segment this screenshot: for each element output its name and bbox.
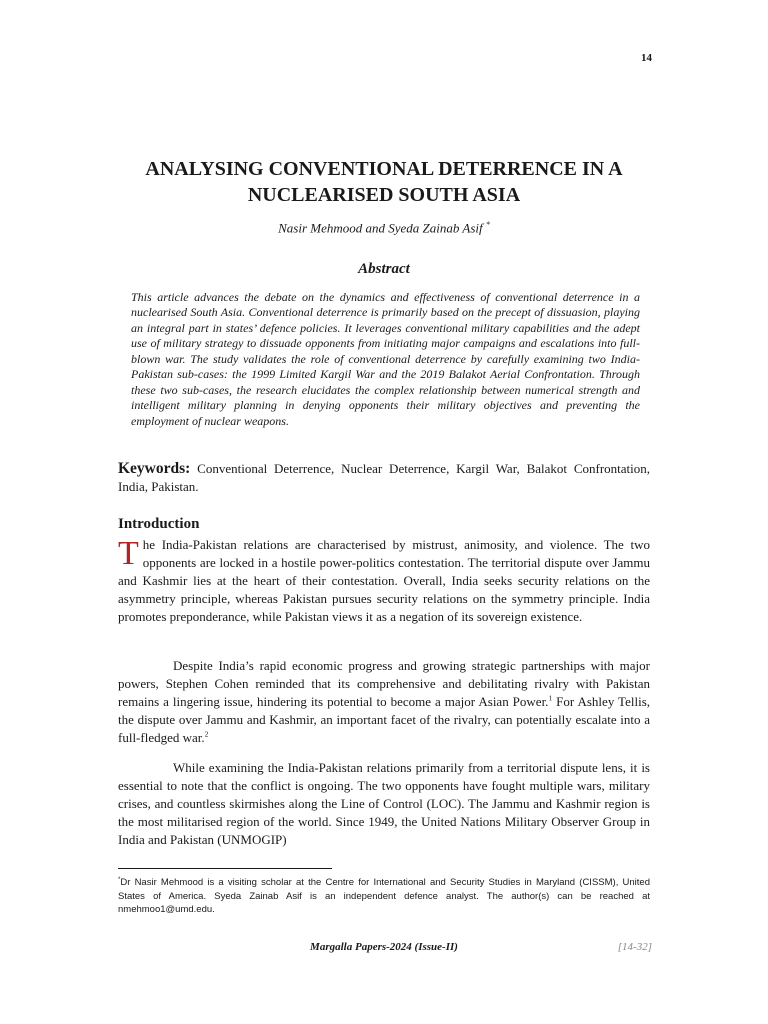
drop-cap: T xyxy=(118,535,139,572)
keywords-label: Keywords: xyxy=(118,460,191,477)
intro-paragraph-2-text-b: For Ashley Tellis, the dispute over Jammu and Kashmir, an important facet of the rivalry, can potentially escalate into a full-fledged war. xyxy=(118,694,651,745)
keywords xyxy=(118,460,650,496)
author-note-mark: * xyxy=(485,220,490,229)
intro-paragraph-2-text-a: Despite India’s rapid economic progress and growing strategic partnerships with major powers, Stephen Cohen reminded that its comprehensive and debilitating rivalry with Pakistan remains a lingering issue, hindering its potential to become a major Asian Power. xyxy=(118,658,650,709)
page-number: 14 xyxy=(641,52,652,64)
intro-paragraph-3: While examining the India-Pakistan relations primarily from a territorial dispute lens, it is essential to note that the conflict is ongoing. The two opponents have fought multiple wars, military crises, and countless skirmishes along the Line of Control (LOC). The Jammu and Kashmir region is the most militarised region of the world. Since 1949, the United Nations Military Observer Group in India and Pakistan (UNMOGIP) xyxy=(118,760,650,847)
article-title: ANALYSING CONVENTIONAL DETERRENCE IN A NUCLEARISED SOUTH ASIA xyxy=(145,158,623,206)
intro-paragraph-2 xyxy=(118,657,650,747)
author-names: Nasir Mehmood and Syeda Zainab Asif xyxy=(278,220,483,236)
footnote-mark: * xyxy=(118,877,121,883)
abstract-heading: Abstract xyxy=(358,261,410,277)
author-footnote xyxy=(118,874,650,917)
author-line xyxy=(118,220,650,236)
intro-paragraph-1-text: he India-Pakistan relations are characterised by mistrust, animosity, and violence. The two opponents are locked in a hostile power-politics contestation. The territorial dispute over Jammu and Kashmir lies at the heart of their contestation. Overall, India seeks security relations on the asymmetry principle, whereas Pakistan pursues security relations on the symmetry principle. India promotes preponderance, while Pakistan views it as a negation of its sovereign existence. xyxy=(118,537,650,624)
introduction-heading: Introduction xyxy=(118,516,200,532)
footnote-divider xyxy=(118,868,332,869)
footnote-text: Dr Nasir Mehmood is a visiting scholar at the Centre for International and Security Studies in Maryland (CISSM), United States of America. Syeda Zainab Asif is an independent defence analyst. The author(s) can be reached at nmehmoo1@umd.edu. xyxy=(118,877,650,916)
page-range: [14-32] xyxy=(617,941,652,953)
footnote-ref-1[interactable]: 1 xyxy=(548,693,553,703)
keywords-text: Conventional Deterrence, Nuclear Deterrence, Kargil War, Balakot Confrontation, India, Pakistan. xyxy=(118,461,651,494)
journal-name: Margalla Papers-2024 (Issue-II) xyxy=(310,941,458,953)
intro-paragraph-1 xyxy=(118,536,650,626)
footnote-ref-2[interactable]: 2 xyxy=(204,729,209,739)
abstract-text: This article advances the debate on the dynamics and effectiveness of conventional deterrence in a nuclearised South Asia. Conventional deterrence is primarily based on the precept of dissuasion, playing an integral part in states’ defence policies. It leverages conventional military capabilities and the adept use of military strategy to dissuade opponents from initiating major campaigns and escalations into full-blown war. The study validates the role of conventional deterrence by carefully examining two India-Pakistan sub-cases: the 1999 Limited Kargil War and the 2019 Balakot Aerial Confrontation. Through these two sub-cases, the research elucidates the complex relationship between numerical strength and intelligent military planning in denying opponents their military objectives and preventing the employment of nuclear weapons. xyxy=(131,290,640,428)
